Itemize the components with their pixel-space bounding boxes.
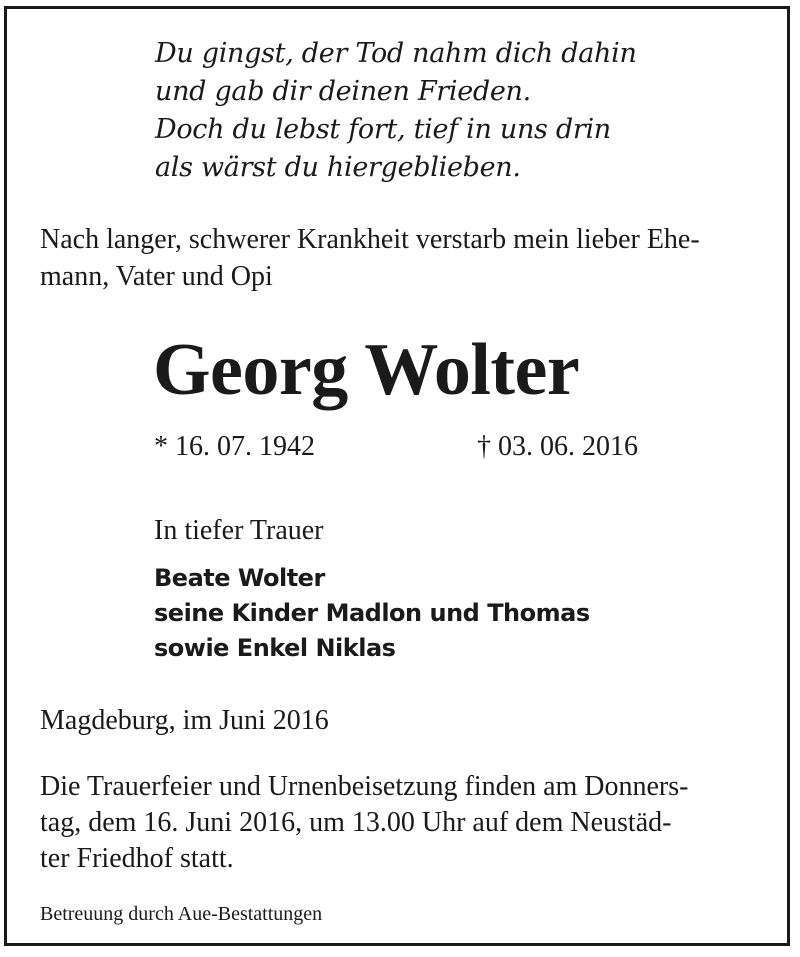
mourner-name: seine Kinder Madlon und Thomas [154,599,590,627]
funeral-home-credit: Betreuung durch Aue-Bestattungen [40,903,323,925]
intro-line: Nach langer, schwerer Krankheit verstarb mein lieber Ehe- [40,224,700,255]
poem-line: Du gingst, der Tod nahm dich dahin [155,38,637,69]
ceremony-line: ter Friedhof statt. [40,843,234,874]
ceremony-info [40,769,688,877]
poem-line: und gab dir deinen Frieden. [155,76,531,107]
ceremony-line: Die Trauerfeier und Urnenbeisetzung finden am Donners- [40,771,689,802]
memorial-poem [155,35,637,187]
poem-line: als wärst du hiergeblieben. [155,152,521,183]
mourner-name: sowie Enkel Niklas [154,634,396,662]
death-date: † 03. 06. 2016 [477,431,638,462]
death-announcement-text [40,221,770,295]
poem-line: Doch du lebst fort, tief in uns drin [155,114,611,145]
deceased-name: Georg Wolter [153,329,580,411]
birth-date: * 16. 07. 1942 [154,431,315,462]
ceremony-line: tag, dem 16. Juni 2016, um 13.00 Uhr auf dem Neustäd- [40,807,672,838]
mourning-intro: In tiefer Trauer [154,515,324,546]
intro-line: mann, Vater und Opi [40,261,273,292]
mourners-list [154,561,590,666]
mourner-name: Beate Wolter [154,564,325,592]
place-and-date: Magdeburg, im Juni 2016 [40,705,329,736]
obituary-notice [4,6,790,946]
